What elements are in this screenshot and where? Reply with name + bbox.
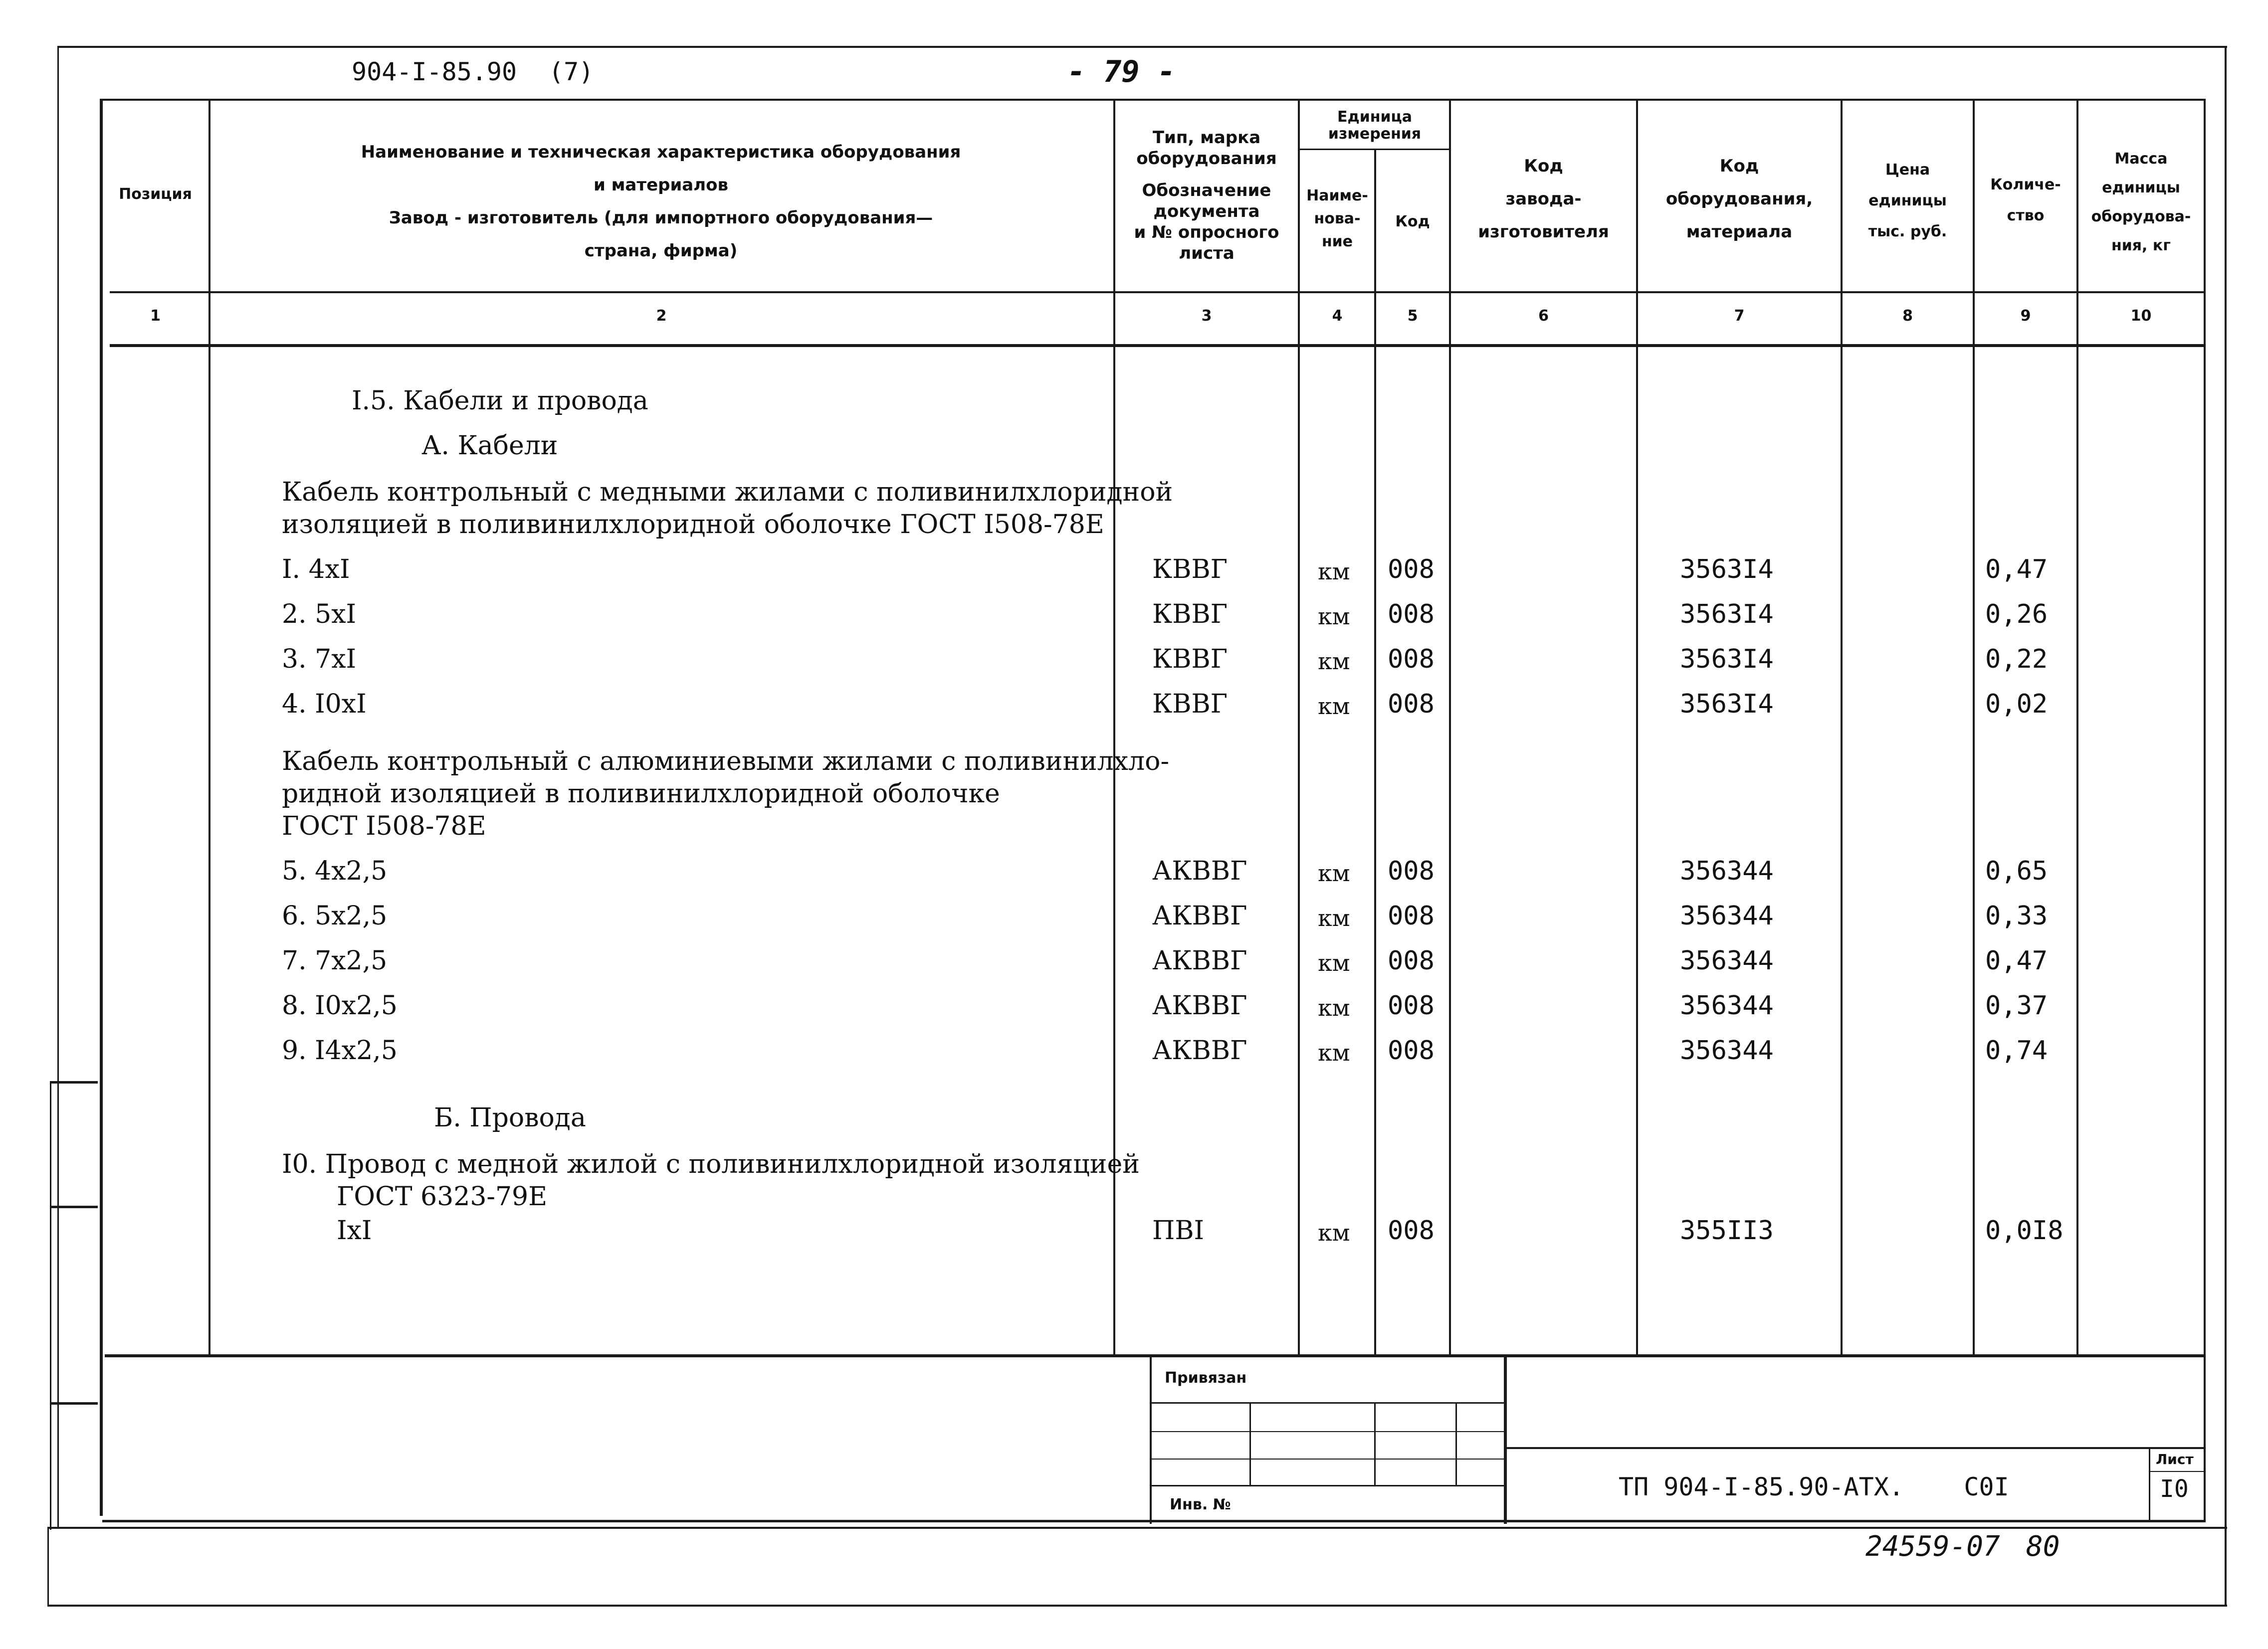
- row-10-type: ПВI: [1152, 1216, 1205, 1246]
- row-1-unit: км: [1318, 558, 1350, 585]
- stamp-attached-label: Привязан: [1165, 1369, 1247, 1387]
- col-header-type-l2: оборудования: [1136, 149, 1277, 169]
- row-6-code: 356344: [1680, 901, 1774, 931]
- row-10-unit-code: 008: [1388, 1216, 1435, 1246]
- row-10-code: 355II3: [1680, 1216, 1774, 1246]
- outer-frame-top: [57, 46, 2227, 48]
- col-number-7: 7: [1734, 307, 1745, 325]
- col-header-factory-code: [1451, 150, 1636, 248]
- row-2-code: 3563I4: [1680, 599, 1774, 629]
- archive-number: 24559-07: [1865, 1530, 2000, 1563]
- row-3-qty: 0,22: [1985, 644, 2048, 674]
- row-4-name: 4. I0хI: [282, 689, 367, 719]
- outer-frame-left: [57, 46, 59, 1527]
- row-8-qty: 0,37: [1985, 991, 2048, 1021]
- row-1-type: КВВГ: [1152, 554, 1228, 584]
- row-8-type: АКВВГ: [1152, 991, 1247, 1021]
- margin-tick-3: [50, 1402, 98, 1405]
- row-10-qty: 0,0I8: [1985, 1216, 2063, 1246]
- row-7-name: 7. 7х2,5: [282, 946, 388, 976]
- row-10-name: IхI: [337, 1216, 372, 1246]
- col-number-6: 6: [1538, 307, 1549, 325]
- header-bottom-line: [110, 291, 2205, 293]
- row-9-type: АКВВГ: [1152, 1036, 1247, 1066]
- row-7-code: 356344: [1680, 946, 1774, 976]
- row-8-unit-code: 008: [1388, 991, 1435, 1021]
- col-header-equipment-code-l2: оборудования,: [1665, 189, 1813, 209]
- row-3-type: КВВГ: [1152, 644, 1228, 674]
- stamp-hline-1: [1151, 1402, 1505, 1404]
- row-6-type: АКВВГ: [1152, 901, 1247, 931]
- col-header-position: [102, 184, 208, 204]
- col-line-9: [2076, 100, 2078, 1356]
- stamp-sheet-label: Лист: [2156, 1451, 2194, 1467]
- row-4-unit: км: [1318, 693, 1350, 720]
- col-header-type-l4: документа: [1153, 201, 1260, 221]
- row-4-qty: 0,02: [1985, 689, 2048, 719]
- margin-tick-2: [50, 1206, 98, 1208]
- col-header-quantity-l1: Количе-: [1990, 176, 2061, 193]
- stamp-outer-top: [1150, 1354, 1152, 1524]
- desc-copper-l1: Кабель контрольный с медными жилами с поливинилхлоридной: [282, 477, 1173, 507]
- outer-frame-left2: [47, 1527, 49, 1607]
- row-8-unit: км: [1318, 994, 1350, 1021]
- desc-aluminium-l1: Кабель контрольный с алюминиевыми жилами с поливинилхло-: [282, 746, 1170, 776]
- col-header-equipment-code-l1: Код: [1719, 156, 1759, 176]
- stamp-inv-label: Инв. №: [1170, 1496, 1231, 1513]
- row-2-name: 2. 5хI: [282, 599, 357, 629]
- col-number-4: 4: [1332, 307, 1343, 325]
- col-header-unit-name: [1300, 184, 1375, 253]
- col-header-unit-code: [1376, 212, 1449, 232]
- row-2-type: КВВГ: [1152, 599, 1228, 629]
- row-1-code: 3563I4: [1680, 554, 1774, 584]
- row-2-qty: 0,26: [1985, 599, 2048, 629]
- col-line-4: [1374, 150, 1376, 1356]
- row-9-unit-code: 008: [1388, 1036, 1435, 1066]
- col-header-factory-code-l1: Код: [1524, 156, 1563, 176]
- row-5-unit-code: 008: [1388, 856, 1435, 886]
- row-9-qty: 0,74: [1985, 1036, 2048, 1066]
- row-8-name: 8. I0х2,5: [282, 991, 398, 1021]
- row-9-name: 9. I4х2,5: [282, 1036, 398, 1066]
- row-7-unit: км: [1318, 949, 1350, 976]
- stamp-hline-3: [1151, 1459, 1505, 1460]
- col-header-unit-code-text: Код: [1395, 213, 1430, 230]
- stamp-hline-4: [1151, 1485, 1505, 1486]
- row-3-unit-code: 008: [1388, 644, 1435, 674]
- col-header-position-text: Позиция: [119, 185, 192, 203]
- row-1-qty: 0,47: [1985, 554, 2048, 584]
- col-header-mass-l3: оборудова-: [2091, 208, 2191, 225]
- col-line-1: [208, 100, 210, 1356]
- row-4-code: 3563I4: [1680, 689, 1774, 719]
- subsection-cables: А. Кабели: [421, 431, 558, 461]
- row-5-unit: км: [1318, 860, 1350, 887]
- row-1-name: I. 4хI: [282, 554, 350, 584]
- row-10-unit: км: [1318, 1219, 1350, 1246]
- col-number-3: 3: [1201, 307, 1212, 325]
- stamp-sheet-number: I0: [2160, 1475, 2189, 1503]
- col-header-mass: [2078, 145, 2204, 260]
- row-6-qty: 0,33: [1985, 901, 2048, 931]
- row-5-qty: 0,65: [1985, 856, 2048, 886]
- col-number-8: 8: [1902, 307, 1913, 325]
- col-header-quantity-l2: ство: [2007, 207, 2045, 224]
- col-header-type-l6: листа: [1179, 243, 1235, 263]
- col-line-3: [1298, 100, 1300, 1356]
- col-header-unit-name-l3: ние: [1321, 233, 1353, 250]
- outer-frame-right: [2225, 46, 2227, 1607]
- col-header-factory-code-l3: изготовителя: [1478, 222, 1609, 242]
- col-line-6: [1636, 100, 1638, 1356]
- archive-page: 80: [2026, 1530, 2060, 1563]
- col-header-type: [1115, 127, 1298, 264]
- col-header-name-l3: Завод - изготовитель (для импортного оборудования—: [389, 208, 933, 228]
- page-number: - 79 -: [1067, 54, 1176, 89]
- section-title: I.5. Кабели и провода: [352, 386, 648, 416]
- col-number-10: 10: [2130, 307, 2152, 325]
- col-line-5: [1449, 100, 1451, 1356]
- col-number-1: 1: [150, 307, 161, 325]
- stamp-vline-1: [1249, 1402, 1251, 1486]
- body-bottom-line: [105, 1354, 2206, 1357]
- row-7-qty: 0,47: [1985, 946, 2048, 976]
- col-number-2: 2: [656, 307, 667, 325]
- col-header-mass-l4: ния, кг: [2111, 237, 2171, 254]
- stamp-bottom: [102, 1520, 2206, 1522]
- row-6-name: 6. 5х2,5: [282, 901, 388, 931]
- row-3-unit: км: [1318, 648, 1350, 675]
- unit-group-line: [1299, 149, 1449, 150]
- col-header-price-l2: единицы: [1868, 192, 1947, 209]
- stamp-sheet-vline: [2149, 1449, 2150, 1521]
- row-7-type: АКВВГ: [1152, 946, 1247, 976]
- row-3-name: 3. 7хI: [282, 644, 357, 674]
- col-header-name: [209, 136, 1112, 267]
- row-4-type: КВВГ: [1152, 689, 1228, 719]
- col-header-type-l3: Обозначение: [1142, 181, 1271, 200]
- margin-tick-1: [50, 1081, 98, 1084]
- col-header-unit-group: [1300, 109, 1449, 143]
- col-header-equipment-code: [1638, 150, 1841, 248]
- col-header-unit-group-l2: измерения: [1328, 125, 1422, 143]
- col-number-5: 5: [1407, 307, 1418, 325]
- outer-frame-mid: [47, 1527, 2227, 1529]
- row-8-code: 356344: [1680, 991, 1774, 1021]
- col-header-name-l2: и материалов: [593, 175, 729, 195]
- col-header-name-l4: страна, фирма): [584, 241, 738, 261]
- stamp-sheet-hline: [2149, 1471, 2206, 1472]
- numbers-bottom-line: [110, 344, 2205, 347]
- row-3-code: 3563I4: [1680, 644, 1774, 674]
- row-7-unit-code: 008: [1388, 946, 1435, 976]
- row-4-unit-code: 008: [1388, 689, 1435, 719]
- row-6-unit-code: 008: [1388, 901, 1435, 931]
- row-2-unit-code: 008: [1388, 599, 1435, 629]
- margin-tick-vertical: [50, 1081, 51, 1530]
- col-header-unit-name-l1: Наиме-: [1306, 187, 1368, 204]
- row-5-name: 5. 4х2,5: [282, 856, 388, 886]
- col-header-factory-code-l2: завода-: [1505, 189, 1582, 209]
- col-header-quantity: [1975, 170, 2076, 231]
- col-header-unit-name-l2: нова-: [1314, 210, 1361, 227]
- col-header-price-l3: тыс. руб.: [1868, 223, 1947, 240]
- stamp-designation: ТП 904-I-85.90-АТХ. С0I: [1619, 1472, 2009, 1501]
- col-header-mass-l1: Масса: [2114, 150, 2168, 168]
- subsection-wires: Б. Провода: [434, 1103, 586, 1133]
- row-5-type: АКВВГ: [1152, 856, 1247, 886]
- col-header-mass-l2: единицы: [2102, 179, 2180, 196]
- col-header-equipment-code-l3: материала: [1686, 222, 1793, 242]
- desc-copper-l2: изоляцией в поливинилхлоридной оболочке ГОСТ I508-78Е: [282, 510, 1104, 540]
- doc-part: (7): [549, 57, 594, 86]
- col-header-name-l1: Наименование и техническая характеристика оборудования: [361, 142, 961, 162]
- row-5-code: 356344: [1680, 856, 1774, 886]
- col-header-type-l5: и № опросного: [1134, 222, 1279, 242]
- col-line-8: [1973, 100, 1975, 1356]
- stamp-hline-2: [1151, 1431, 1505, 1432]
- col-header-unit-group-l1: Единица: [1337, 108, 1412, 126]
- table-right-border: [2204, 99, 2206, 1520]
- col-number-9: 9: [2020, 307, 2031, 325]
- col-header-price-l1: Цена: [1885, 161, 1930, 179]
- row-9-code: 356344: [1680, 1036, 1774, 1066]
- stamp-vline-3: [1455, 1402, 1457, 1486]
- row-9-unit: км: [1318, 1039, 1350, 1066]
- stamp-right-sep: [1504, 1354, 1507, 1524]
- table-top-border: [100, 99, 2206, 101]
- col-line-7: [1841, 100, 1843, 1356]
- stamp-main-hline: [1505, 1447, 2206, 1449]
- desc-wire-l1: I0. Провод с медной жилой с поливинилхлоридной изоляцией: [282, 1149, 1140, 1179]
- col-header-price: [1843, 155, 1973, 247]
- row-6-unit: км: [1318, 905, 1350, 931]
- desc-aluminium-l3: ГОСТ I508-78Е: [282, 811, 486, 841]
- desc-aluminium-l2: ридной изоляцией в поливинилхлоридной оболочке: [282, 779, 1000, 809]
- outer-frame-bottom: [47, 1605, 2227, 1607]
- col-header-type-l1: Тип, марка: [1152, 128, 1261, 148]
- stamp-vline-2: [1374, 1402, 1376, 1486]
- row-2-unit: км: [1318, 603, 1350, 630]
- doc-code: 904-I-85.90: [352, 57, 517, 86]
- desc-wire-l2: ГОСТ 6323-79Е: [337, 1182, 548, 1212]
- row-1-unit-code: 008: [1388, 554, 1435, 584]
